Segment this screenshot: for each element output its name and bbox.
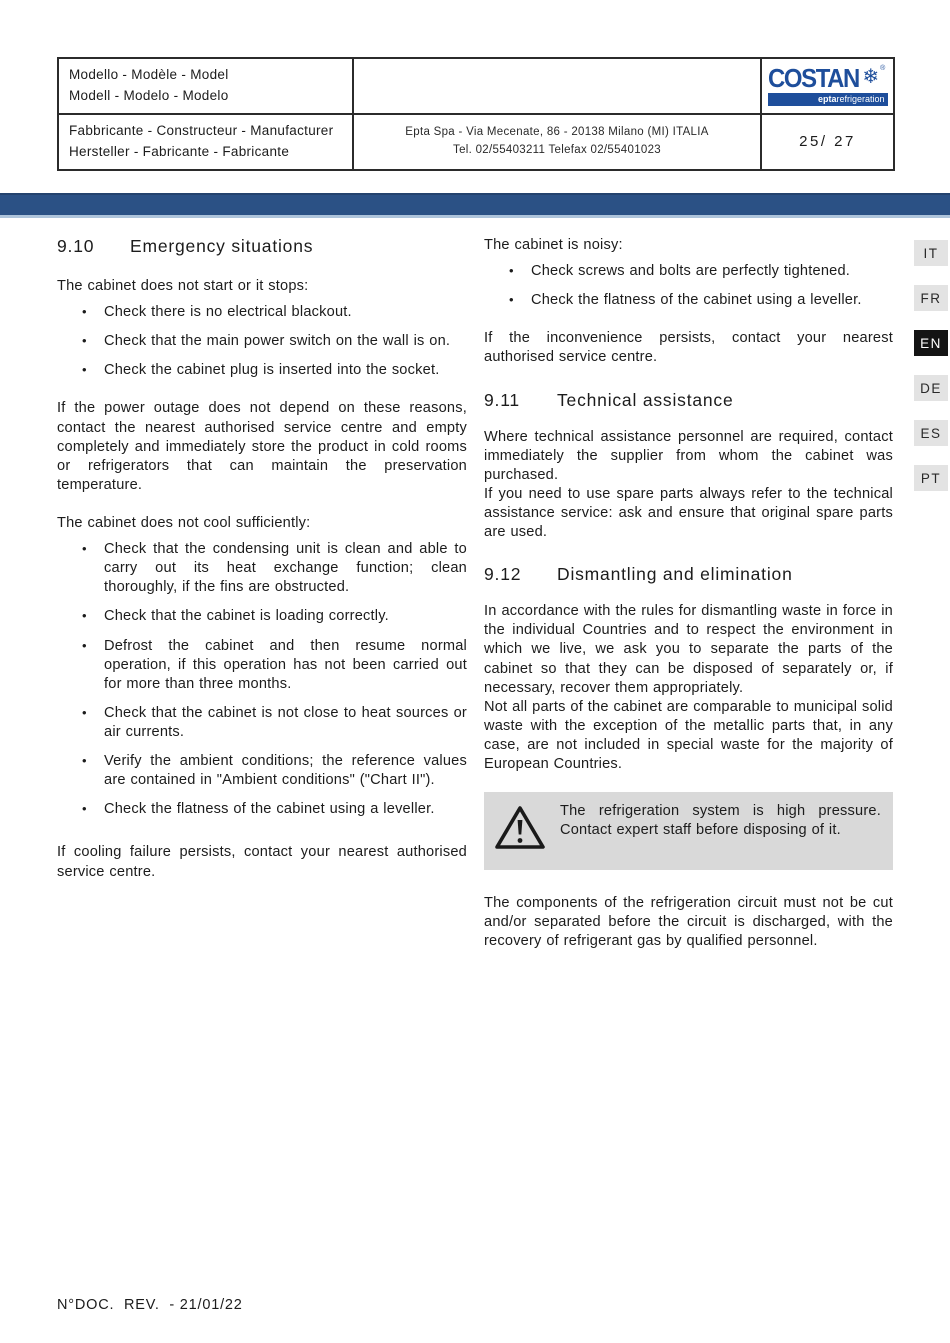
paragraph-cabinet-not-start: The cabinet does not start or it stops: (57, 278, 309, 294)
section-title: Technical assistance (557, 389, 734, 410)
tab-language-de[interactable]: DE (914, 375, 948, 401)
section-number: 9.11 (484, 389, 520, 410)
paragraph-technical-assistance-1: Where technical assistance personnel are required, contact immediately the supplier from whom the cabinet was purchased. (484, 428, 893, 483)
logo-cell (761, 58, 894, 114)
bullet-list-not-cool (57, 540, 467, 819)
paragraph-cooling-failure: If cooling failure persists, contact your nearest authorised service centre. (57, 844, 467, 880)
list-item: • Verify the ambient conditions; the reference values are contained in "Ambient conditions" ("Chart II"). (57, 752, 467, 790)
list-item: • Check there is no electrical blackout. (57, 303, 467, 322)
warning-box (484, 792, 893, 870)
bullet-list-not-start (57, 303, 467, 380)
right-column (484, 236, 893, 952)
paragraph-refrigeration-circuit: The components of the refrigeration circuit must not be cut and/or separated before the circuit is discharged, with the recovery of refrigerant gas by qualified personnel. (484, 895, 893, 950)
paragraph-technical-assistance-2: If you need to use spare parts always refer to the technical assistance service: ask and ensure that original spare parts are used. (484, 485, 893, 541)
epta-refrigeration-bar (768, 93, 888, 106)
model-value-cell (353, 58, 761, 114)
list-item: • Defrost the cabinet and then resume normal operation, if this operation has not been carried out for more than three months. (57, 637, 467, 694)
epta-bold-text: epta (817, 93, 837, 104)
language-tabs (914, 240, 948, 491)
header-table (57, 57, 895, 171)
manufacturer-address-cell (353, 114, 761, 170)
costan-wordmark: COSTAN (767, 62, 859, 93)
section-number: 9.10 (57, 236, 95, 256)
paragraph-dismantling-1: In accordance with the rules for dismantling waste in force in the individual Countries and to respect the environment in which we live, we ask you to separate the parts of the cabinet so that they can be disposed of separately or, if necessary, recover them appropriately. (484, 603, 893, 696)
manufacturer-label-line2: Hersteller - Fabricante - Fabricante (69, 143, 290, 159)
registered-trademark-icon: ® (880, 64, 886, 72)
address-line2: Tel. 02/55403211 Telefax 02/55401023 (453, 143, 661, 156)
tab-language-es[interactable]: ES (914, 420, 948, 446)
section-heading-9-12 (484, 564, 893, 585)
paragraph-dismantling-2: Not all parts of the cabinet are comparable to municipal solid waste with the exception of the metallic parts that, in any case, are not included in special waste for the majority of European Countries. (484, 698, 893, 773)
doc-revision-line: N°DOC. REV. - 21/01/22 (57, 1297, 243, 1313)
section-title: Dismantling and elimination (557, 564, 793, 585)
manufacturer-label-cell (58, 114, 353, 170)
section-title: Emergency situations (130, 236, 314, 256)
section-heading-9-11 (484, 390, 893, 411)
bullet-list-noisy (484, 262, 893, 310)
left-column (57, 236, 467, 882)
manufacturer-label-line1: Fabbricante - Constructeur - Manufacturer (69, 122, 334, 138)
warning-triangle-icon (493, 804, 547, 857)
paragraph-inconvenience: If the inconvenience persists, contact your nearest authorised service centre. (484, 330, 893, 366)
list-item: • Check that the condensing unit is clean and able to carry out its heat exchange function; clean thoroughly, if the fins are obstructed. (57, 540, 467, 597)
tab-language-en[interactable]: EN (914, 330, 948, 356)
section-number: 9.12 (484, 564, 522, 585)
paragraph-cabinet-not-cool: The cabinet does not cool sufficiently: (57, 514, 311, 531)
address-line1: Epta Spa - Via Mecenate, 86 - 20138 Milano (MI) ITALIA (405, 125, 709, 138)
tab-language-pt[interactable]: PT (914, 465, 948, 491)
refrigeration-text: refrigeration (836, 93, 885, 104)
costan-logo (767, 62, 888, 106)
page-number: 25/ 27 (761, 114, 894, 170)
tab-language-it[interactable]: IT (914, 240, 948, 266)
list-item: • Check that the cabinet is not close to heat sources or air currents. (57, 704, 467, 742)
section-heading-9-10 (57, 236, 467, 257)
list-item: • Check that the cabinet is loading correctly. (57, 607, 467, 626)
model-label-line1: Modello - Modèle - Model (69, 67, 229, 82)
warning-text: The refrigeration system is high pressure. Contact expert staff before disposing of it. (560, 803, 881, 839)
model-label-cell (58, 58, 353, 114)
snowflake-icon: ❄ (862, 63, 880, 88)
list-item: • Check the flatness of the cabinet using a leveller. (484, 291, 893, 310)
tab-language-fr[interactable]: FR (914, 285, 948, 311)
list-item: • Check screws and bolts are perfectly tightened. (484, 262, 893, 281)
model-label-line2: Modell - Modelo - Modelo (69, 87, 229, 103)
paragraph-cabinet-noisy: The cabinet is noisy: (484, 237, 623, 253)
paragraph-power-outage: If the power outage does not depend on these reasons, contact the nearest authorised service centre and empty completely and immediately store the product in cold rooms or refrigerators that can maintain the preservation temperature. (57, 400, 467, 493)
list-item: • Check the cabinet plug is inserted into the socket. (57, 361, 467, 380)
section-divider-bar (0, 193, 950, 218)
list-item: • Check the flatness of the cabinet using a leveller. (57, 800, 467, 819)
list-item: • Check that the main power switch on the wall is on. (57, 332, 467, 351)
